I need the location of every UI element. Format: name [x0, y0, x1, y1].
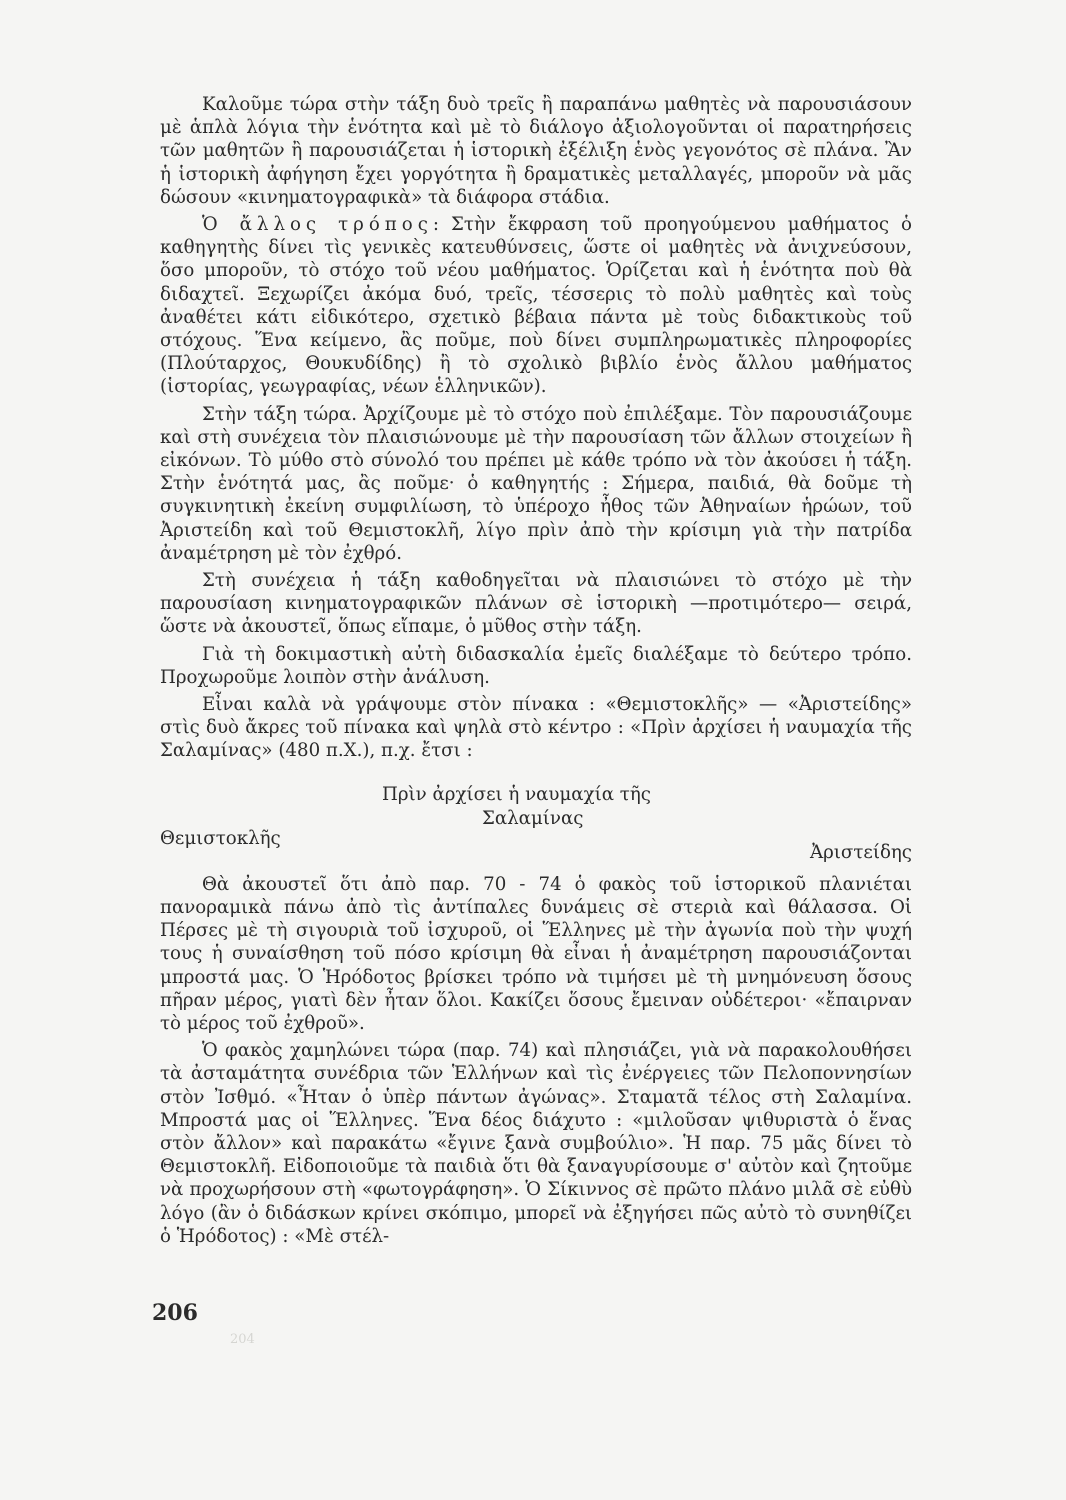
board-center-line1: Πρὶν ἀρχίσει ἡ ναυμαχία τῆς [382, 783, 651, 805]
board-left-label: Θεμιστοκλῆς [160, 827, 281, 849]
paragraph-lens-lowers: Ὁ φακὸς χαμηλώνει τώρα (παρ. 74) καὶ πλησιάζει, γιὰ νὰ παρακολουθήσει τὰ ἀσταμάτητα συνέδρια τῶν Ἑλλήνων καὶ τὶς ἐνέργειες τῶν Πελοποννησίων στὸν Ἰσθμό. «Ἦταν ὁ ὑπὲρ πάντων ἀγώνας». Σταματᾶ τέλος στὴ Σαλαμίνα. Μπροστά μας οἱ Ἕλληνες. Ἕνα δέος διάχυτο : «μιλοῦσαν ψιθυριστὰ ὁ ἕνας στὸν ἄλλον» καὶ παρακάτω «ἔγινε ξανὰ συμβούλιο». Ἡ παρ. 75 μᾶς δίνει τὸ Θεμιστοκλῆ. Εἰδοποιοῦμε τὰ παιδιὰ ὅτι θὰ ξαναγυρίσουμε σ' αὐτὸν καὶ ζητοῦμε νὰ προχωρήσουν στὴ «φωτογράφηση». Ὁ Σίκιννος σὲ πρῶτο πλάνο μιλᾶ σὲ εὐθὺ λόγο (ἂν ὁ διδάσκων κρίνει σκόπιμο, μπορεῖ νὰ ἐξηγήσει πῶς αὐτὸ τὸ συνηθίζει ὁ Ἡρόδοτος) : «Μὲ στέλ- [160, 1040, 912, 1247]
body-text [160, 93, 912, 1252]
paragraph-intro: Καλοῦμε τώρα στὴν τάξη δυὸ τρεῖς ἢ παραπάνω μαθητὲς νὰ παρουσιάσουν μὲ ἁπλὰ λόγια τὴν ἑνότητα καὶ μὲ τὸ διάλογο ἀξιολογοῦνται οἱ παρατηρήσεις τῶν μαθητῶν ἢ παρουσιάζεται ἡ ἱστορικὴ ἐξέλιξη ἑνὸς γεγονότος σὲ πλάνα. Ἂν ἡ ἱστορικὴ ἀφήγηση ἔχει γοργότητα ἢ δραματικὲς μεταλλαγές, μποροῦν νὰ μᾶς δώσουν «κινηματογραφικὰ» τὰ διάφορα στάδια. [160, 94, 912, 208]
paragraph-herodotus-lens: Θὰ ἀκουστεῖ ὅτι ἀπὸ παρ. 70 - 74 ὁ φακὸς τοῦ ἱστορικοῦ πλανιέται πανοραμικὰ πάνω ἀπὸ τὶς ἀντίπαλες δυνάμεις σὲ στεριὰ καὶ θάλασσα. Οἱ Πέρσες μὲ τὴ σιγουριὰ τοῦ ἰσχυροῦ, οἱ Ἕλληνες μὲ τὴν ἀγωνία ποὺ τὴν ψυχή τους ἡ συναίσθηση τοῦ πόσο κρίσιμη θὰ εἶναι ἡ ἀναμέτρηση παρουσιάζονται μπροστά μας. Ὁ Ἡρόδοτος βρίσκει τρόπο νὰ τιμήσει μὲ τὴ μνημόνευση ὅσους πῆραν μέρος, γιατὶ δὲν ἦταν ὅλοι. Κακίζει ὅσους ἔμειναν οὐδέτεροι· «ἔπαιρναν τὸ μέρος τοῦ ἐχθροῦ». [160, 873, 912, 1034]
page-number: 206 [152, 1300, 198, 1326]
paragraph-classroom: Στὴν τάξη τώρα. Ἀρχίζουμε μὲ τὸ στόχο ποὺ ἐπιλέξαμε. Τὸν παρουσιάζουμε καὶ στὴ συνέχεια τὸν πλαισιώνουμε μὲ τὴν παρουσίαση τῶν ἄλλων στοιχείων ἢ εἰκόνων. Τὸ μύθο στὸ σύνολό του πρέπει μὲ κάθε τρόπο νὰ τὸν ἀκούσει ἡ τάξη. Στὴν ἑνότητά μας, ἂς ποῦμε· ὁ καθηγητής : Σήμερα, παιδιά, θὰ δοῦμε τὴ συγκινητικὴ ἐκείνη συμφιλίωση, τὸ ὑπέροχο ἦθος τῶν Ἀθηναίων ἡρώων, τοῦ Ἀριστείδη καὶ τοῦ Θεμιστοκλῆ, λίγο πρὶν ἀπὸ τὴν κρίσιμη γιὰ τὴν πατρίδα ἀναμέτρηση μὲ τὸν ἐχθρό. [160, 403, 912, 564]
board-diagram [160, 777, 912, 863]
allos-tropos-label: Ὁ ἄλλος τρόπος [202, 214, 433, 236]
bleed-through-page-number: 204 [230, 1332, 255, 1347]
paragraph-board-instructions: Εἶναι καλὰ νὰ γράψουμε στὸν πίνακα : «Θεμιστοκλῆς» — «Ἀριστείδης» στὶς δυὸ ἄκρες τοῦ πίνακα καὶ ψηλὰ στὸ κέντρο : «Πρὶν ἀρχίσει ἡ ναυμαχία τῆς Σαλαμίνας» (480 π.Χ.), π.χ. ἔτσι : [160, 694, 912, 762]
paragraph-method: Γιὰ τὴ δοκιμαστικὴ αὐτὴ διδασκαλία ἐμεῖς διαλέξαμε τὸ δεύτερο τρόπο. Προχωροῦμε λοιπὸν στὴν ἀνάλυση. [160, 643, 912, 688]
paragraph-continuation: Στὴ συνέχεια ἡ τάξη καθοδηγεῖται νὰ πλαισιώνει τὸ στόχο μὲ τὴν παρουσίαση κινηματογραφικῶν πλάνων σὲ ἱστορικὴ —προτιμότερο— σειρά, ὥστε νὰ ἀκουστεῖ, ὅπως εἴπαμε, ὁ μῦθος στὴν τάξη. [160, 570, 912, 638]
board-center-line2: Σαλαμίνας [482, 807, 584, 829]
board-right-label: Ἀριστείδης [809, 841, 912, 863]
allos-tropos-text: : Στὴν ἔκφραση τοῦ προηγούμενου μαθήματος ὁ καθηγητὴς δίνει τὶς γενικὲς κατευθύνσεις, ὥστε οἱ μαθητὲς νὰ ἀνιχνεύσουν, ὅσο μποροῦν, τὸ στόχο τοῦ νέου μαθήματος. Ὁρίζεται καὶ ἡ ἑνότητα ποὺ θὰ διδαχτεῖ. Ξεχωρίζει ἀκόμα δυό, τρεῖς, τέσσερις τὸ πολὺ μαθητὲς καὶ τοὺς ἀναθέτει κάτι εἰδικότερο, σχετικὸ βέβαια πάντα μὲ τοὺς διδακτικοὺς τοῦ στόχους. Ἕνα κείμενο, ἂς ποῦμε, ποὺ δίνει συμπληρωματικὲς πληροφορίες (Πλούταρχος, Θουκυδίδης) ἢ τὸ σχολικὸ βιβλίο ἑνὸς ἄλλου μαθήματος (ἱστορίας, γεωγραφίας, νέων ἑλληνικῶν). [160, 214, 912, 398]
paragraph-allos-tropos [160, 213, 912, 399]
